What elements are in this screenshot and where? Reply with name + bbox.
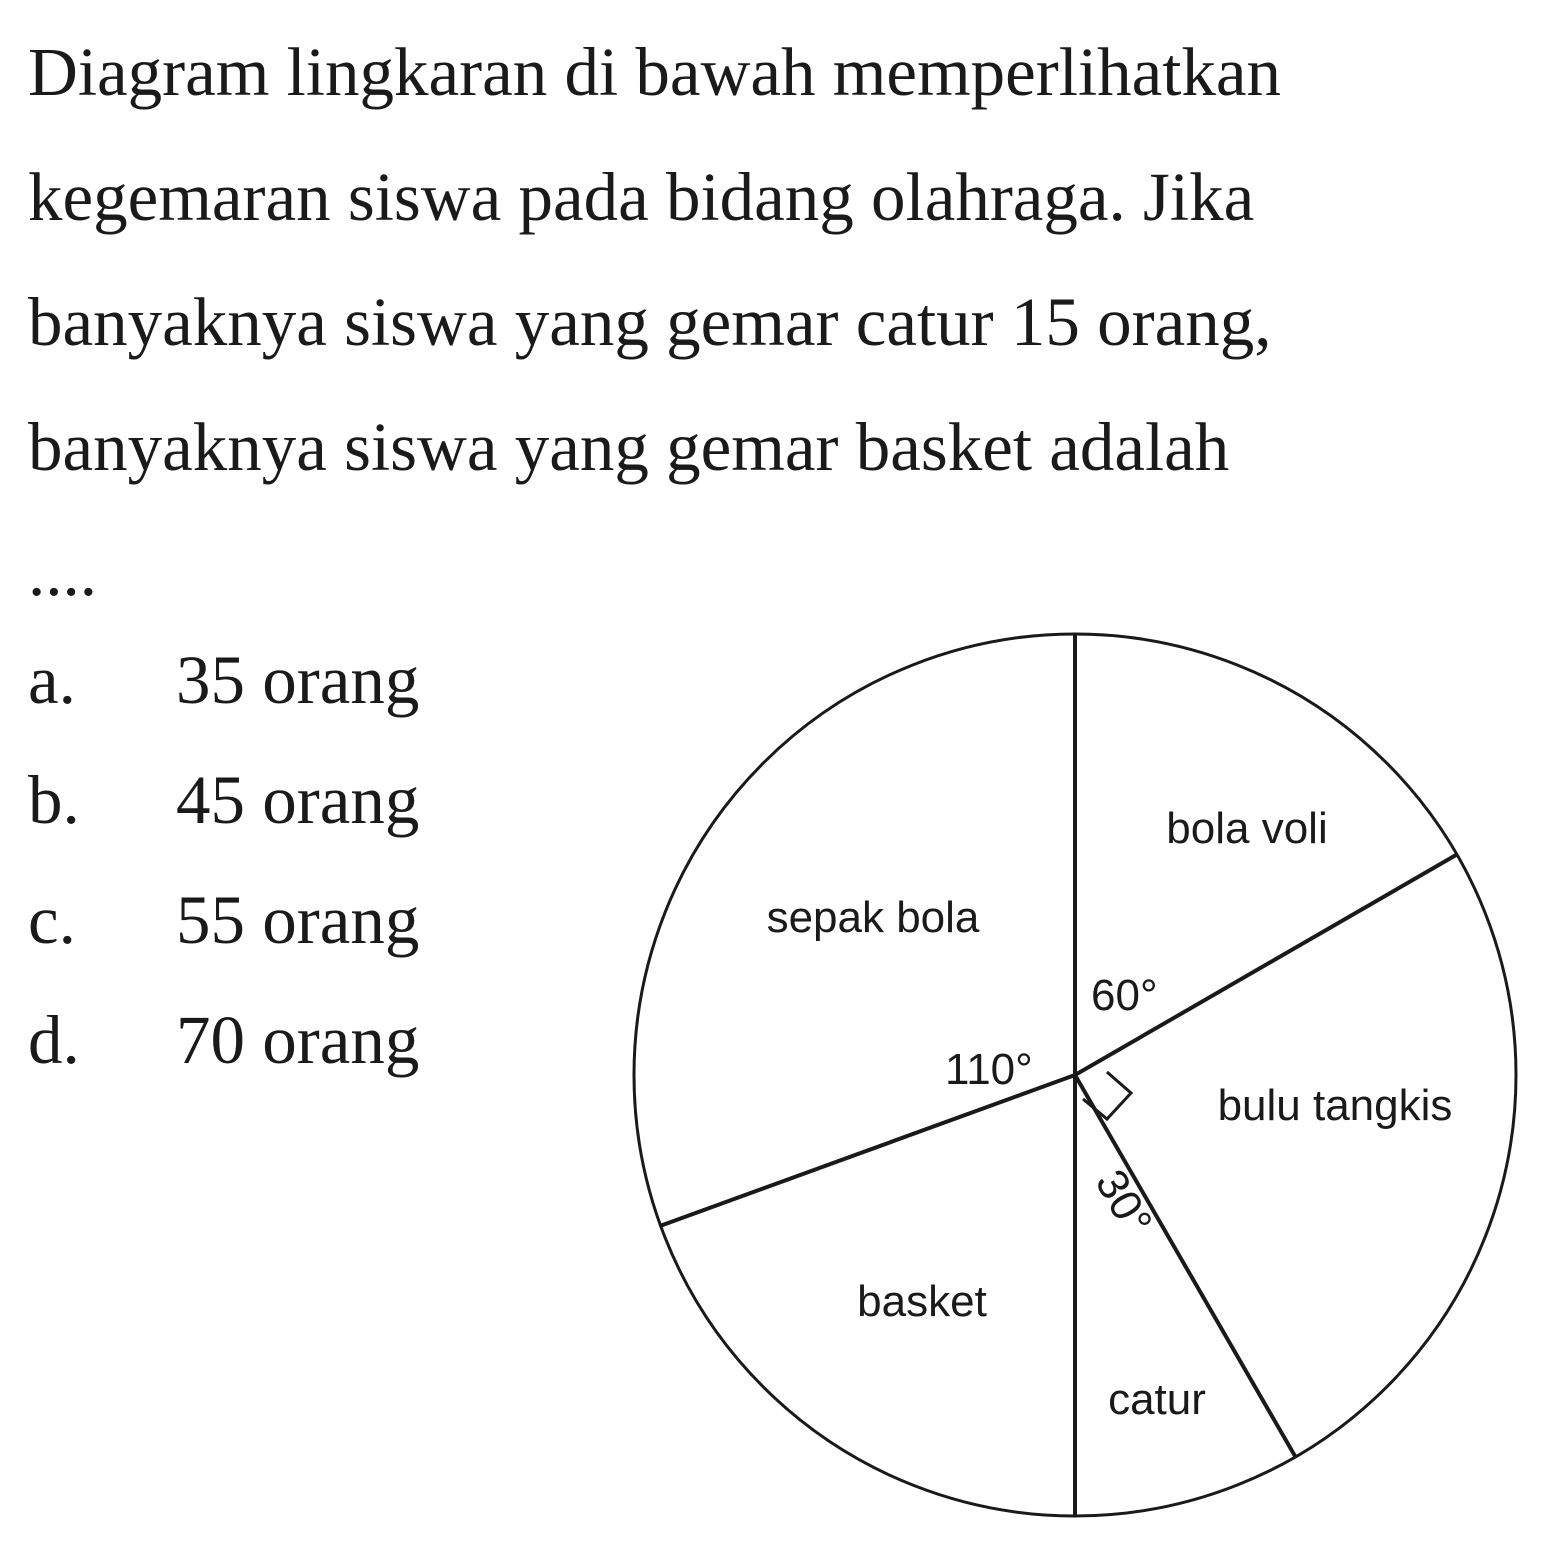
option-text: 70 orang [176, 1002, 420, 1078]
option-letter: a. [28, 642, 76, 718]
question-line-1: Diagram lingkaran di bawah memperlihatkan [28, 34, 1282, 110]
slice-label-sepak-bola: sepak bola [766, 893, 980, 942]
option-text: 35 orang [176, 642, 420, 718]
angle-label-110: 110° [945, 1045, 1033, 1094]
pie-divider-2 [1075, 855, 1457, 1076]
question-line-2: kegemaran siswa pada bidang olahraga. Jika [28, 159, 1255, 235]
option-letter: b. [28, 762, 80, 838]
pie-divider-5 [661, 1075, 1075, 1226]
option-letter: d. [28, 1002, 80, 1078]
question-line-4: banyaknya siswa yang gemar basket adalah [28, 409, 1230, 485]
slice-label-basket: basket [857, 1277, 987, 1326]
right-angle-marker [1083, 1072, 1131, 1119]
option-text: 45 orang [176, 762, 420, 838]
slice-label-catur: catur [1108, 1375, 1206, 1424]
slice-label-bulu-tangkis: bulu tangkis [1217, 1081, 1453, 1130]
option-letter: c. [28, 882, 76, 958]
question-ellipsis: .... [28, 534, 97, 610]
option-text: 55 orang [176, 882, 420, 958]
slice-label-bola-voli: bola voli [1166, 804, 1328, 853]
angle-label-60: 60° [1091, 971, 1158, 1020]
angle-label-30: 30° [1085, 1161, 1162, 1244]
question-line-3: banyaknya siswa yang gemar catur 15 orang, [28, 284, 1272, 360]
